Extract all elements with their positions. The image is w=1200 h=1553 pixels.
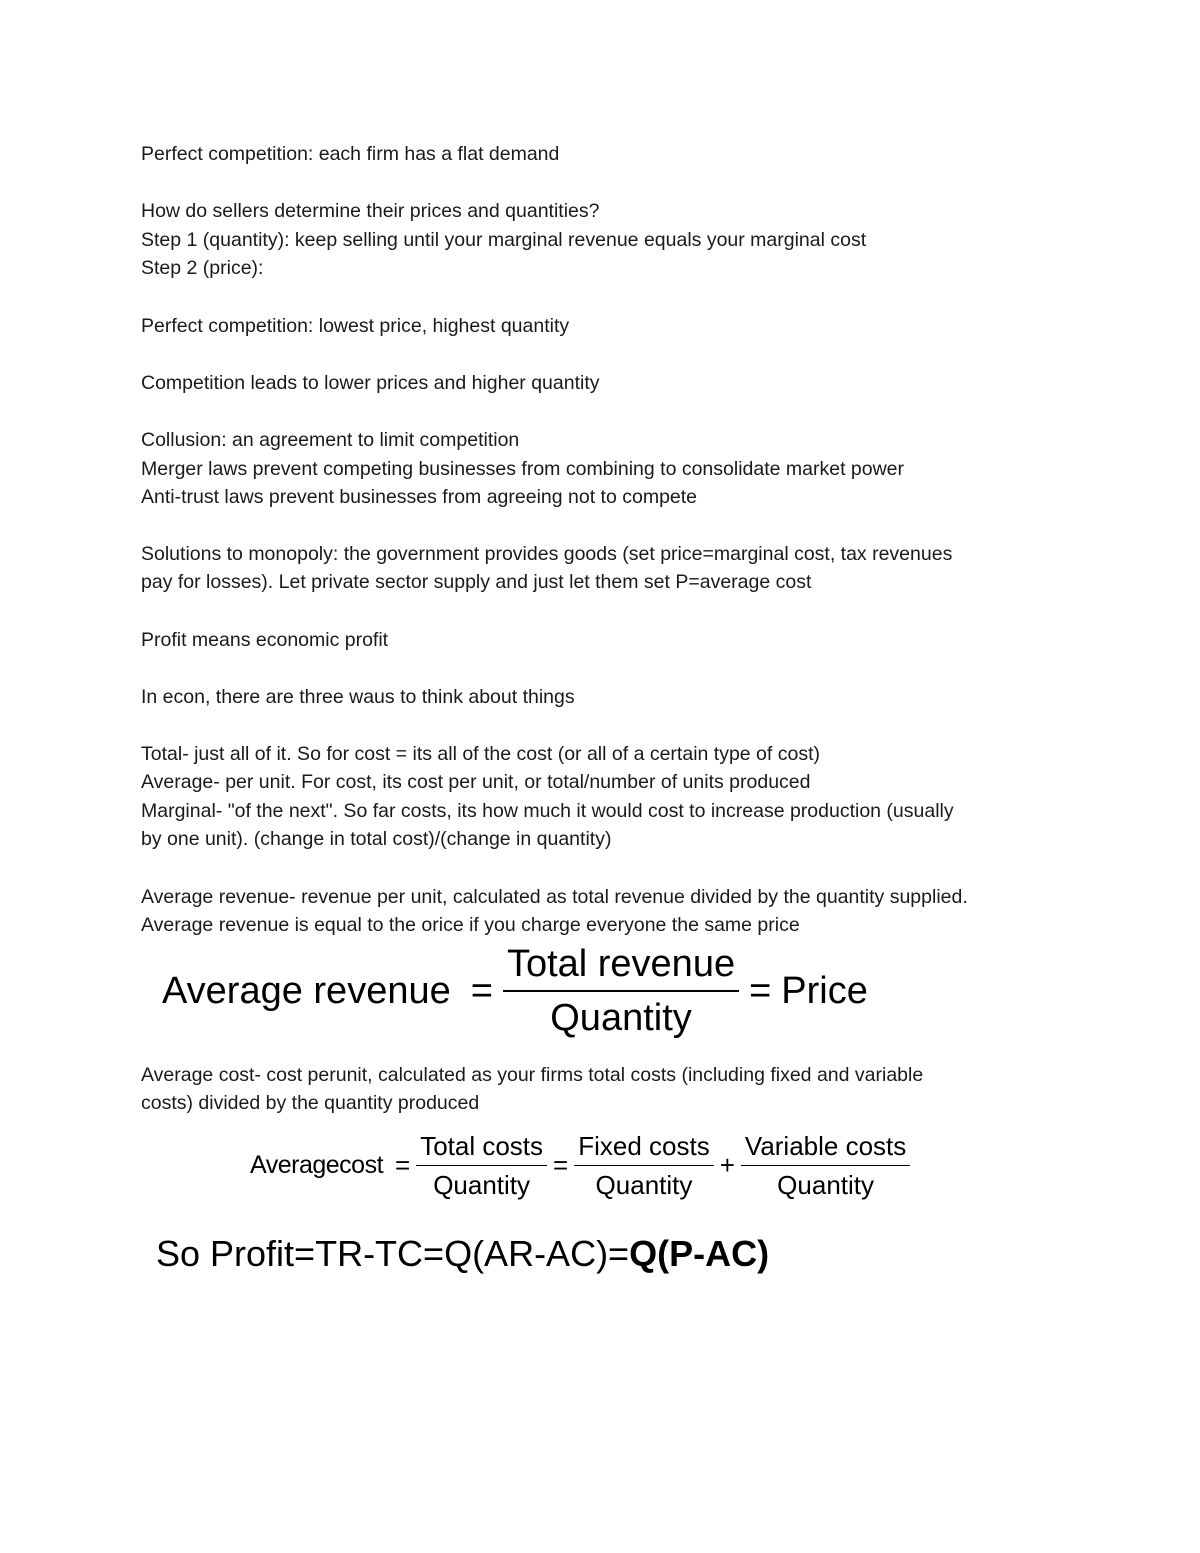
fraction-variable-costs	[741, 1130, 910, 1201]
fraction-bar	[574, 1165, 714, 1166]
fraction-fixed-costs	[574, 1130, 714, 1201]
fraction-numerator: Fixed costs	[578, 1131, 710, 1161]
average-revenue-equation	[162, 942, 868, 1040]
text-line: In econ, there are three waus to think about things	[141, 686, 575, 708]
profit-equation-bold: Q(P-AC)	[629, 1233, 770, 1274]
text-line: by one unit). (change in total cost)/(change in quantity)	[141, 828, 612, 850]
text-line: Average revenue is equal to the orice if you charge everyone the same price	[141, 914, 800, 936]
fraction	[503, 942, 739, 1040]
equals-sign: =	[553, 1150, 569, 1180]
text-line: Average cost- cost perunit, calculated as your firms total costs (including fixed and variable	[141, 1064, 924, 1086]
fraction-denominator: Quantity	[777, 1170, 874, 1200]
text-line: Competition leads to lower prices and higher quantity	[141, 372, 600, 394]
text-line: Collusion: an agreement to limit competition	[141, 429, 520, 451]
text-line: Perfect competition: lowest price, highest quantity	[141, 315, 570, 337]
text-line: How do sellers determine their prices and quantities?	[141, 200, 600, 222]
text-line: Average revenue- revenue per unit, calculated as total revenue divided by the quantity supplied.	[141, 886, 968, 908]
fraction-denominator: Quantity	[550, 997, 692, 1039]
text-line: costs) divided by the quantity produced	[141, 1092, 480, 1114]
text-line: Anti-trust laws prevent businesses from agreeing not to compete	[141, 486, 698, 508]
equals-sign: =	[470, 969, 493, 1012]
equals-sign: =	[749, 969, 772, 1012]
equation-lhs: Averagecost	[250, 1151, 384, 1179]
equals-sign: =	[395, 1150, 411, 1180]
text-line: pay for losses). Let private sector supply and just let them set P=average cost	[141, 571, 812, 593]
fraction-total-costs	[416, 1130, 547, 1201]
fraction-numerator: Variable costs	[744, 1131, 907, 1161]
equation-lhs: Average revenue	[162, 969, 451, 1012]
text-line: Total- just all of it. So for cost = its all of the cost (or all of a certain type of cost)	[141, 743, 820, 765]
fraction-bar	[503, 990, 739, 992]
equation-rhs: Price	[781, 969, 868, 1012]
text-line: Step 1 (quantity): keep selling until your marginal revenue equals your marginal cost	[141, 229, 867, 251]
text-line: Step 2 (price):	[141, 257, 264, 279]
text-line: Average- per unit. For cost, its cost per unit, or total/number of units produced	[141, 771, 811, 793]
text-line: Profit means economic profit	[141, 629, 389, 651]
fraction-bar	[416, 1165, 547, 1166]
fraction-bar	[741, 1165, 910, 1166]
average-cost-equation	[250, 1130, 910, 1201]
fraction-numerator: Total revenue	[506, 943, 736, 985]
fraction-numerator: Total costs	[420, 1131, 544, 1161]
text-line: Solutions to monopoly: the government provides goods (set price=marginal cost, tax revenues	[141, 543, 953, 565]
plus-sign: +	[719, 1150, 735, 1180]
profit-equation	[156, 1230, 769, 1278]
profit-equation-plain: So Profit=TR-TC=Q(AR-AC)=	[156, 1233, 630, 1274]
text-line: Perfect competition: each firm has a flat demand	[141, 143, 560, 165]
fraction-denominator: Quantity	[595, 1170, 693, 1200]
text-line: Marginal- "of the next". So far costs, its how much it would cost to increase production (usually	[141, 800, 954, 822]
fraction-denominator: Quantity	[433, 1170, 531, 1200]
text-line: Merger laws prevent competing businesses from combining to consolidate market power	[141, 458, 905, 480]
